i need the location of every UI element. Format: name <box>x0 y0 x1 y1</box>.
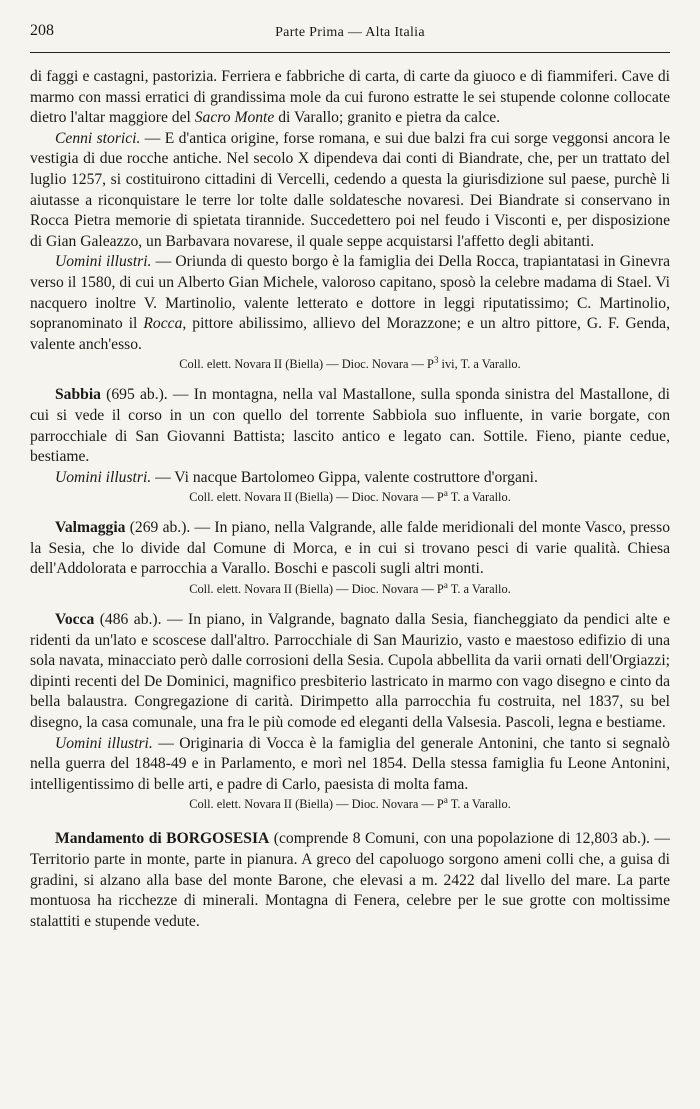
paragraph-intro: di faggi e castagni, pastorizia. Ferriera e fabbriche di carta, di carte da giuoco e di fiammiferi. Cave di marmo con massi erratici di grandissima mole da cui furono estratte le sei stupende colonne collocate dietro l'altar maggiore del Sacro Monte di Varallo; granito e pietra da calce. <box>30 68 670 127</box>
header-rule <box>30 52 670 53</box>
entry-vocca: Vocca (486 ab.). — In piano, in Valgrande, bagnato dalla Sesia, fiancheggiato da pendici alte e ridenti da un'lato e scoscese dall'altro. Parrocchiale di San Maurizio, vasto e maestoso edifizio di una sola navata, minacciato però dalle corrosioni della Sesia. Cupola abbellita da varii ornati dell'Orgiazzi; dipinti recenti del De Dominici, magnifico presbiterio lastricato in marmo con vago disegno e cinto da bella balaustra. Congregazione di carità. Dirimpetto alla parrocchia fu costruita, nel 1837, su bel disegno, la casa comunale, una fra le più comode ed eleganti della Valsesia. Pascoli, legna e bestiame. <box>30 611 670 732</box>
entry-sabbia: Sabbia (695 ab.). — In montagna, nella val Mastallone, sulla sponda sinistra del Mastallone, di cui si vede il corso in un con quello del torrente Sabbiola suo influente, in varie borgate, con parrocchiale di San Giovanni Battista; lascito antico e legato can. Sottile. Fieno, piante cedue, bestiame. <box>30 386 670 466</box>
paragraph-sabbia-uomini: Uomini illustri. — Vi nacque Bartolomeo Gippa, valente costruttore d'organi. <box>55 468 538 486</box>
entry-title-valmaggia: Valmaggia <box>55 519 126 537</box>
meta-line: Coll. elett. Novara II (Biella) — Dioc. Novara — $P^a$ T. a Varallo. <box>189 488 511 505</box>
entry-mandamento-borgosesia: Mandamento di BORGOSESIA (comprende 8 Comuni, con una popolazione di 12,803 ab.). — Territorio parte in monte, parte in pianura. A greco del capoluogo sorgono ameni colli che, a guisa di gradini, si alzano alla base del monte Barone, che elevasi a m. 2422 dal livello del mare. La parte montuosa ha ricchezze di minerali. Montagna di Fenera, celebre per le sue grotte con moltissime stalattiti e stupende vedute. <box>30 830 670 930</box>
paragraph-uomini-illustri: Uomini illustri. — Oriunda di questo borgo è la famiglia dei Della Rocca, trapiantatasi in Ginevra verso il 1580, di cui un Alberto Gian Michele, valoroso capitano, sposò la celebre madama di Stael. Vi nacquero inoltre V. Martinolio, valente letterato e dottore in leggi riputatissimo; C. Martinolio, sopranominato il Rocca, pittore abilissimo, allievo del Morazzone; e un altro pittore, G. F. Genda, valente anch'esso. <box>30 253 670 353</box>
meta-line: Coll. elett. Novara II (Biella) — Dioc. Novara — $P^a$ T. a Varallo. <box>189 795 511 812</box>
entry-title-mandamento: Mandamento di BORGOSESIA <box>55 830 270 848</box>
entry-valmaggia: Valmaggia (269 ab.). — In piano, nella Valgrande, alle falde meridionali del monte Vasco, presso la Sesia, che lo divide dal Comune di Morca, e in cui si trovano pesci di varie qualità. Chiesa dell'Addolorata e parrocchia a Varallo. Boschi e pascoli sugli altri monti. <box>30 519 670 578</box>
entry-title-sabbia: Sabbia <box>55 386 101 404</box>
meta-line: Coll. elett. Novara II (Biella) — Dioc. Novara — $P^3$ ivi, T. a Varallo. <box>179 355 521 372</box>
meta-line: Coll. elett. Novara II (Biella) — Dioc. Novara — $P^a$ T. a Varallo. <box>189 579 511 597</box>
entry-title-vocca: Vocca <box>55 611 95 629</box>
page-number: 208 <box>30 22 54 39</box>
page-header <box>30 22 670 46</box>
running-title: Parte Prima — Alta Italia <box>275 25 425 40</box>
body-text <box>30 67 670 932</box>
paragraph-vocca-uomini: Uomini illustri. — Originaria di Vocca è la famiglia del generale Antonini, che tanto si segnalò nella guerra del 1848-49 e in Parlamento, e morì nel 1854. Della stessa famiglia fu Leone Antonini, intelligentissimo di belle arti, e padre di Carlo, paesista di molta fama. <box>30 734 670 793</box>
paragraph-cenni-storici: Cenni storici. — E d'antica origine, forse romana, e sui due balzi fra cui sorge veggonsi ancora le vestigia di due rocche antiche. Nel secolo X dipendeva dai conti di Biandrate, che, per un trattato del luglio 1257, si costituirono cittadini di Vercelli, cedendo a questa la giurisdizione sul paese, purchè li aiutasse a riconquistare le terre lor tolte dalle soldatesche novaresi. Dei Biandrate si conservano in Rocca Pietra memorie di spietata tirannide. Succedettero poi nel feudo i Visconti e, per disposizione di Gian Galeazzo, un Barbavara novarese, il quale seppe acquistarsi l'affetto degli abitanti. <box>30 129 670 250</box>
cenni-storici-label: Cenni storici. <box>55 129 141 147</box>
uomini-illustri-label: Uomini illustri. <box>55 253 152 271</box>
